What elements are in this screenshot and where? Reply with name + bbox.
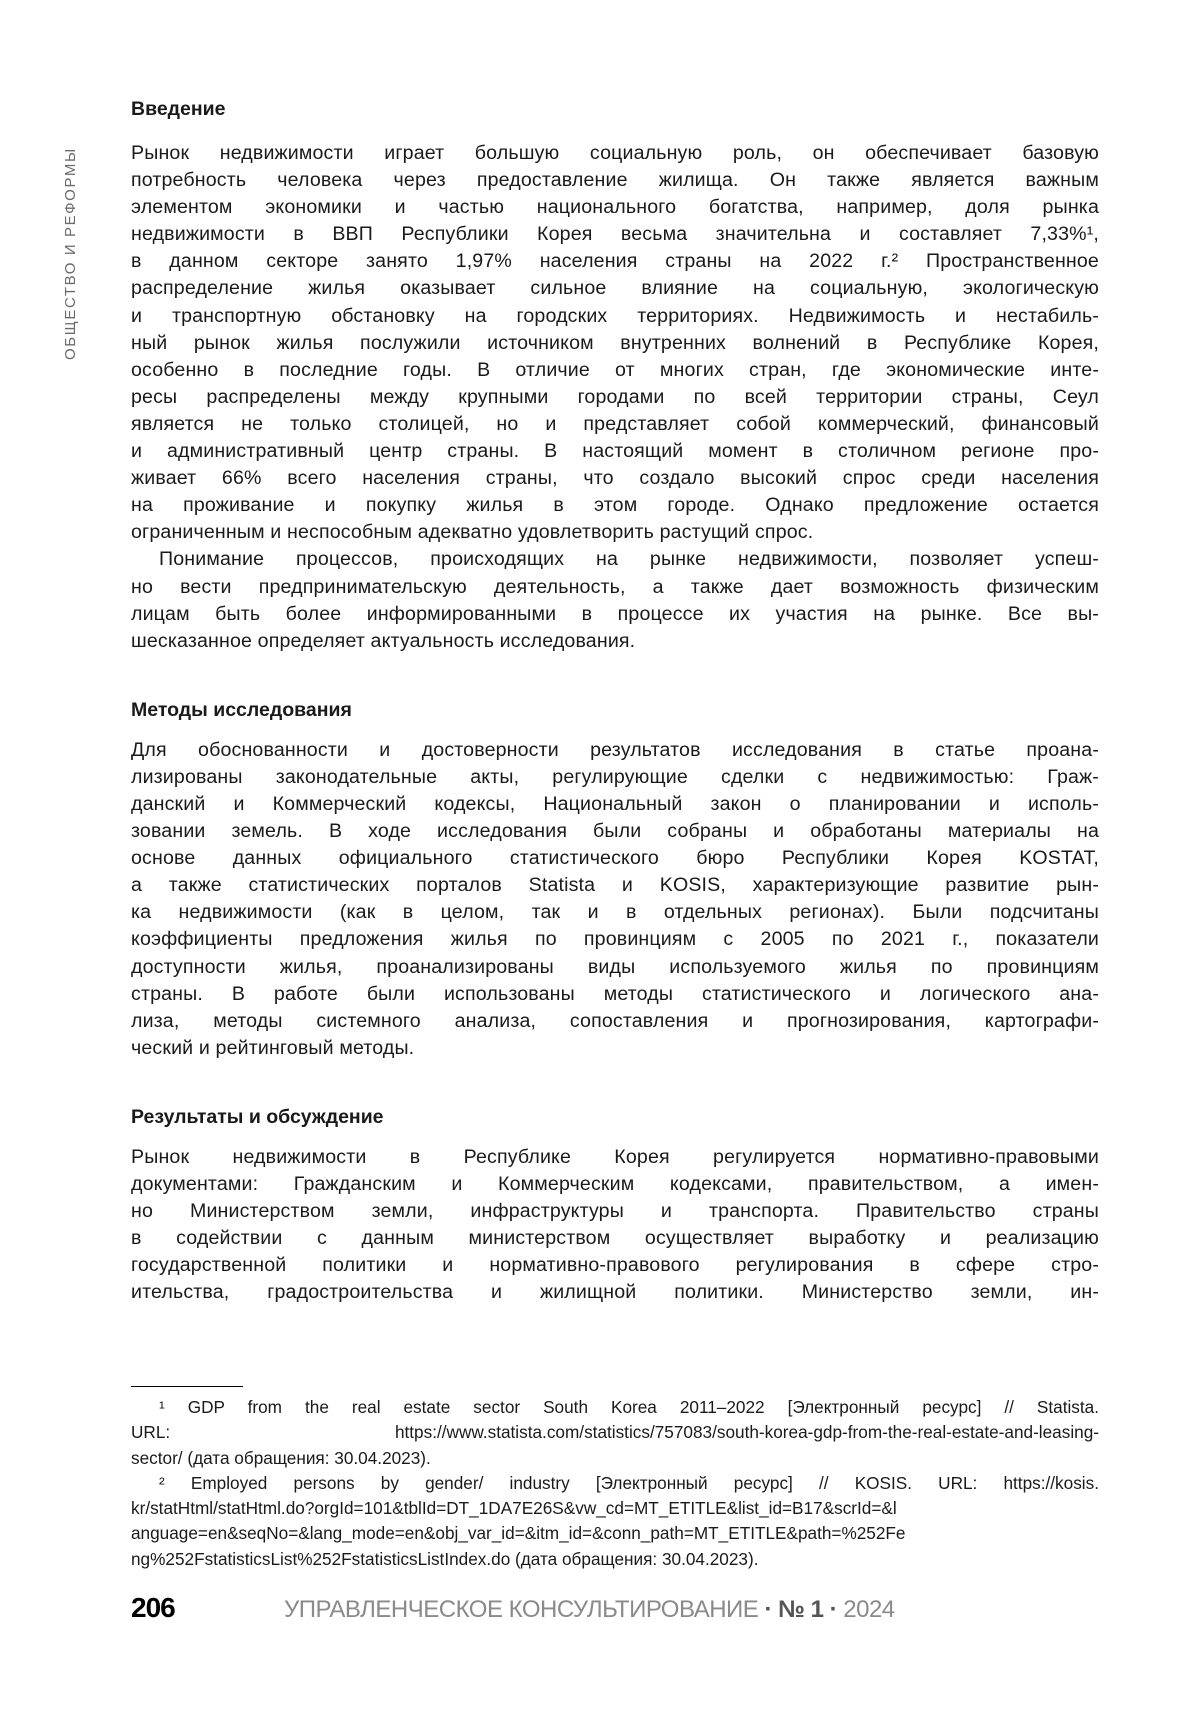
text-line: особенно в последние годы. В отличие от многих стран, где экономические инте- — [131, 357, 1099, 384]
text-line: лиза, методы системного анализа, сопоставления и прогнозирования, картографи- — [131, 1008, 1099, 1035]
footnote-line: ² Employed persons by gender/ industry [Электронный ресурс] // KOSIS. URL: https://kosis. — [131, 1471, 1099, 1496]
text-line: лизированы законодательные акты, регулирующие сделки с недвижимостью: Граж- — [131, 764, 1099, 791]
footnote-line: ¹ GDP from the real estate sector South Korea 2011–2022 [Электронный ресурс] // Statista. — [131, 1395, 1099, 1420]
journal-info — [284, 1596, 895, 1624]
text-line: живает 66% всего населения страны, что создало высокий спрос среди населения — [131, 465, 1099, 492]
text-line: Понимание процессов, происходящих на рынке недвижимости, позволяет успеш- — [131, 546, 1099, 573]
text-line: ресы распределены между крупными городами по всей территории страны, Сеул — [131, 384, 1099, 411]
year: 2024 — [843, 1596, 894, 1623]
footnote-line: URL: https://www.statista.com/statistics/757083/south-korea-gdp-from-the-real-estate-and-leasing- — [131, 1420, 1099, 1445]
page-footer — [131, 1592, 175, 1624]
section-heading: Введение — [131, 96, 1099, 122]
footnote-line: anguage=en&seqNo=&lang_mode=en&obj_var_id=&itm_id=&conn_path=MT_ETITLE&path=%252Fe — [131, 1521, 1099, 1546]
footnotes — [131, 1395, 1099, 1572]
journal-title: УПРАВЛЕНЧЕСКОЕ КОНСУЛЬТИРОВАНИЕ — [284, 1596, 758, 1623]
footnote-divider — [131, 1386, 243, 1387]
separator: · — [764, 1596, 772, 1623]
section-heading: Результаты и обсуждение — [131, 1104, 1099, 1130]
article-body — [131, 96, 1099, 1306]
text-line: и административный центр страны. В настоящий момент в столичном регионе про- — [131, 438, 1099, 465]
text-line: ческий и рейтинговый методы. — [131, 1035, 1099, 1062]
text-line: ительства, градостроительства и жилищной политики. Министерство земли, ин- — [131, 1279, 1099, 1306]
text-line: Рынок недвижимости играет большую социальную роль, он обеспечивает базовую — [131, 140, 1099, 167]
text-line: доступности жилья, проанализированы виды используемого жилья по провинциям — [131, 954, 1099, 981]
footnote — [131, 1395, 1099, 1471]
footnote-line: ng%252FstatisticsList%252FstatisticsListIndex.do (дата обращения: 30.04.2023). — [131, 1547, 1099, 1572]
text-line: ограниченным и неспособным адекватно удовлетворить растущий спрос. — [131, 519, 1099, 546]
text-line: документами: Гражданским и Коммерческим кодексами, правительством, а имен- — [131, 1171, 1099, 1198]
text-line: а также статистических порталов Statista и KOSIS, характеризующие развитие рын- — [131, 872, 1099, 899]
text-line: шесказанное определяет актуальность исследования. — [131, 628, 1099, 655]
text-line: ный рынок жилья послужили источником внутренних волнений в Республике Корея, — [131, 330, 1099, 357]
footnote — [131, 1471, 1099, 1572]
text-line: является не только столицей, но и представляет собой коммерческий, финансовый — [131, 411, 1099, 438]
text-line: распределение жилья оказывает сильное влияние на социальную, экологическую — [131, 275, 1099, 302]
text-line: лицам быть более информированными в процессе их участия на рынке. Все вы- — [131, 601, 1099, 628]
text-line: Для обоснованности и достоверности результатов исследования в статье проана- — [131, 737, 1099, 764]
text-line: потребность человека через предоставление жилища. Он также является важным — [131, 167, 1099, 194]
text-line: коэффициенты предложения жилья по провинциям с 2005 по 2021 г., показатели — [131, 926, 1099, 953]
text-line: ка недвижимости (как в целом, так и в отдельных регионах). Были подсчитаны — [131, 899, 1099, 926]
text-line: элементом экономики и частью национального богатства, например, доля рынка — [131, 194, 1099, 221]
text-line: в содействии с данным министерством осуществляет выработку и реализацию — [131, 1225, 1099, 1252]
text-line: но Министерством земли, инфраструктуры и транспорта. Правительство страны — [131, 1198, 1099, 1225]
text-line: но вести предпринимательскую деятельность, а также дает возможность физическим — [131, 574, 1099, 601]
issue-number: № 1 — [778, 1596, 823, 1623]
footnote-line: sector/ (дата обращения: 30.04.2023). — [131, 1446, 1099, 1471]
text-line: зовании земель. В ходе исследования были собраны и обработаны материалы на — [131, 818, 1099, 845]
text-line: недвижимости в ВВП Республики Корея весьма значительна и составляет 7,33%¹, — [131, 221, 1099, 248]
text-line: данский и Коммерческий кодексы, Национальный закон о планировании и исполь- — [131, 791, 1099, 818]
separator: · — [830, 1596, 838, 1623]
paragraph — [131, 737, 1099, 1062]
text-line: Рынок недвижимости в Республике Корея регулируется нормативно-правовыми — [131, 1144, 1099, 1171]
footnote-line: kr/statHtml/statHtml.do?orgId=101&tblId=DT_1DA7E26S&vw_cd=MT_ETITLE&list_id=B17&scrId=&l — [131, 1496, 1099, 1521]
text-line: и транспортную обстановку на городских территориях. Недвижимость и нестабиль- — [131, 303, 1099, 330]
section-side-label: ОБЩЕСТВО И РЕФОРМЫ — [62, 147, 79, 360]
text-line: основе данных официального статистического бюро Республики Корея KOSTAT, — [131, 845, 1099, 872]
paragraph — [131, 140, 1099, 546]
paragraph — [131, 1144, 1099, 1307]
text-line: государственной политики и нормативно-правового регулирования в сфере стро- — [131, 1252, 1099, 1279]
section-heading: Методы исследования — [131, 697, 1099, 723]
text-line: страны. В работе были использованы методы статистического и логического ана- — [131, 981, 1099, 1008]
text-line: на проживание и покупку жилья в этом городе. Однако предложение остается — [131, 492, 1099, 519]
page-number: 206 — [131, 1592, 175, 1623]
text-line: в данном секторе занято 1,97% населения страны на 2022 г.² Пространственное — [131, 248, 1099, 275]
paragraph — [131, 546, 1099, 654]
